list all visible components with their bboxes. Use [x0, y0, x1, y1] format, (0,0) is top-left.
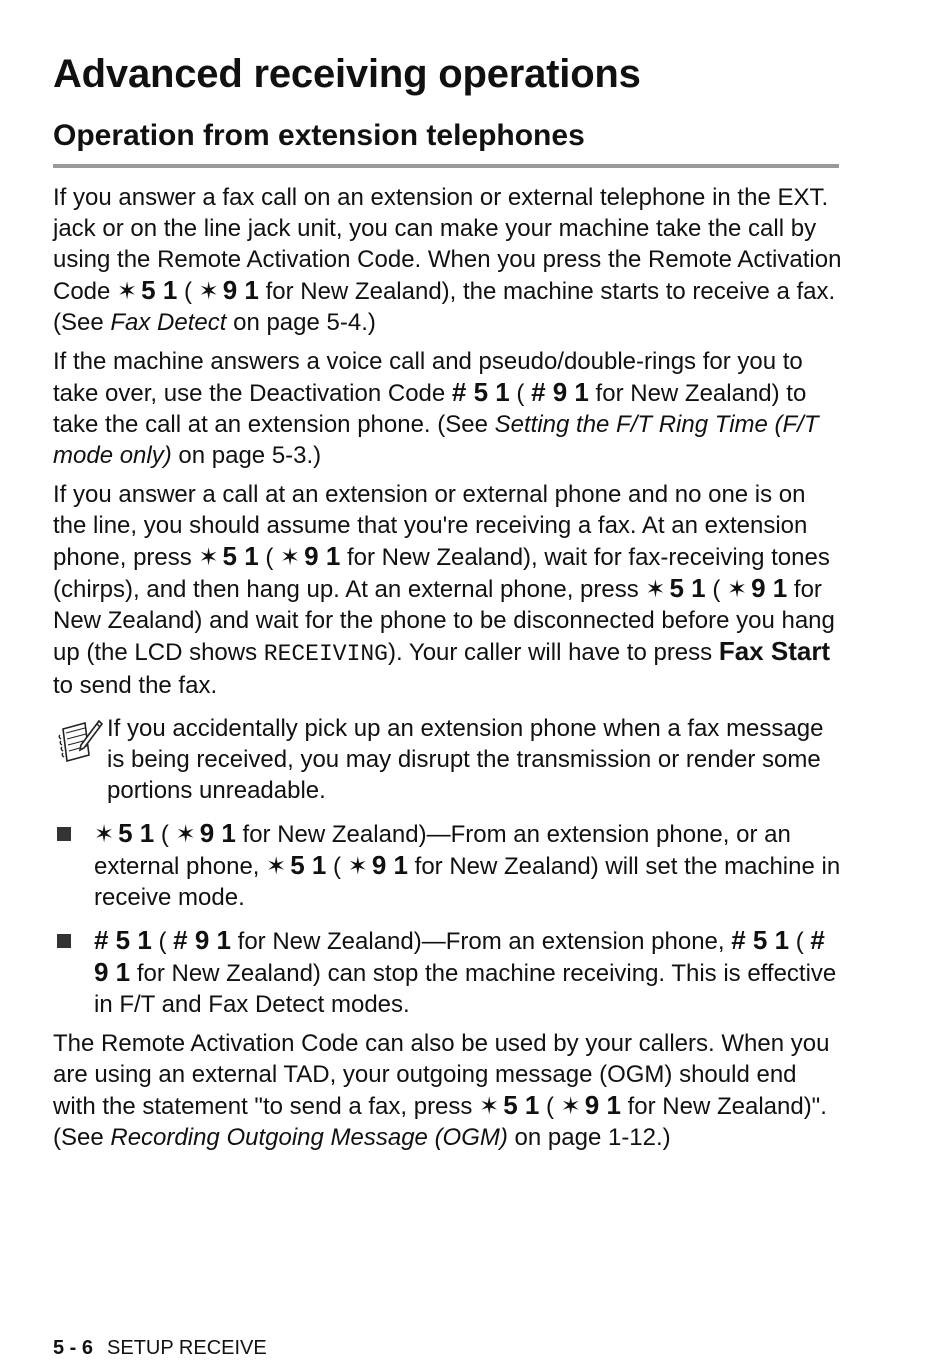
cross-reference: Setting the F/T Ring Time (F/T mode only) — [53, 411, 819, 469]
bullet-square-icon — [57, 934, 71, 948]
fax-start-key: Fax Start — [718, 636, 831, 666]
star-key-icon: ✶ — [266, 853, 287, 880]
star-key-icon: ✶ — [198, 278, 219, 305]
star-key-icon: ✶ — [280, 544, 301, 571]
bullet-square-icon — [57, 827, 71, 841]
star-key-icon: ✶ — [479, 1093, 500, 1120]
page-number: 5 - 6 — [53, 1337, 94, 1359]
note-block — [53, 713, 843, 806]
paragraph-callers: The Remote Activation Code can also be used by your callers. When you are using an external TAD, your outgoing message (OGM) should end with the statement "to send a fax, press ✶ 5 1 ( ✶ 9 1 for New Zealand)". (See Recording Outgoing Message (OGM) on page 1-12.) — [53, 1030, 830, 1151]
footer-section: SETUP RECEIVE — [107, 1337, 267, 1359]
star-key-icon: ✶ — [117, 278, 138, 305]
star-key-icon: ✶ — [645, 576, 666, 603]
page-content — [53, 48, 843, 1153]
note-text: If you accidentally pick up an extension phone when a fax message is being received, you may disrupt the transmission or render some portions unreadable. — [107, 715, 824, 804]
page-footer — [53, 1337, 267, 1360]
star-key-icon: ✶ — [726, 576, 748, 603]
note-pencil-icon — [57, 715, 103, 765]
paragraph-remote-activation: If you answer a fax call on an extension or external telephone in the EXT. jack or on the line jack unit, you can make your machine take the call by using the Remote Activation Code. When you press the Remote Activation Code ✶ 5 1 ( ✶ 9 1 for New Zealand), the machine starts to receive a fax. (See Fax Detect on page 5-4.) — [53, 184, 842, 336]
page-heading: Advanced receiving operations — [53, 52, 641, 96]
star-key-icon: ✶ — [198, 544, 219, 571]
section-divider — [53, 164, 839, 168]
cross-reference: Recording Outgoing Message (OGM) — [110, 1124, 508, 1151]
paragraph-extension-phone: If you answer a call at an extension or external phone and no one is on the line, you should assume that you're receiving a fax. At an extension phone, press ✶ 5 1 ( ✶ 9 1 for New Zealand), wait for fax-receiving tones (chirps), and then hang up. At an external phone, press ✶ 5 1 ( ✶ 9 1 for New Zealand) and wait for the phone to be disconnected before you hang up (the LCD shows RECEIVING). Your caller will have to press Fax Start to send the fax. — [53, 481, 835, 699]
star-key-icon: ✶ — [560, 1093, 581, 1120]
bullet-item-activation: ✶ 5 1 ( ✶ 9 1 for New Zealand)—From an extension phone, or an external phone, ✶ 5 1 ( ✶ 9 1 for New Zealand) will set the machine in receive mode. — [53, 818, 843, 913]
star-key-icon: ✶ — [175, 821, 196, 848]
lcd-text: RECEIVING — [263, 641, 388, 667]
star-key-icon: ✶ — [347, 853, 368, 880]
section-heading: Operation from extension telephones — [53, 119, 585, 152]
star-key-icon: ✶ — [94, 821, 115, 848]
cross-reference: Fax Detect — [110, 309, 227, 336]
paragraph-deactivation: If the machine answers a voice call and pseudo/double-rings for you to take over, use the Deactivation Code # 5 1 ( # 9 1 for New Zealand) to take the call at an extension phone. (See Setting the F/T Ring Time (F/T mode only) on page 5-3.) — [53, 348, 819, 469]
bullet-item-deactivation: # 5 1 ( # 9 1 for New Zealand)—From an extension phone, # 5 1 ( # 9 1 for New Zealand) can stop the machine receiving. This is effective in F/T and Fax Detect modes. — [53, 925, 843, 1020]
